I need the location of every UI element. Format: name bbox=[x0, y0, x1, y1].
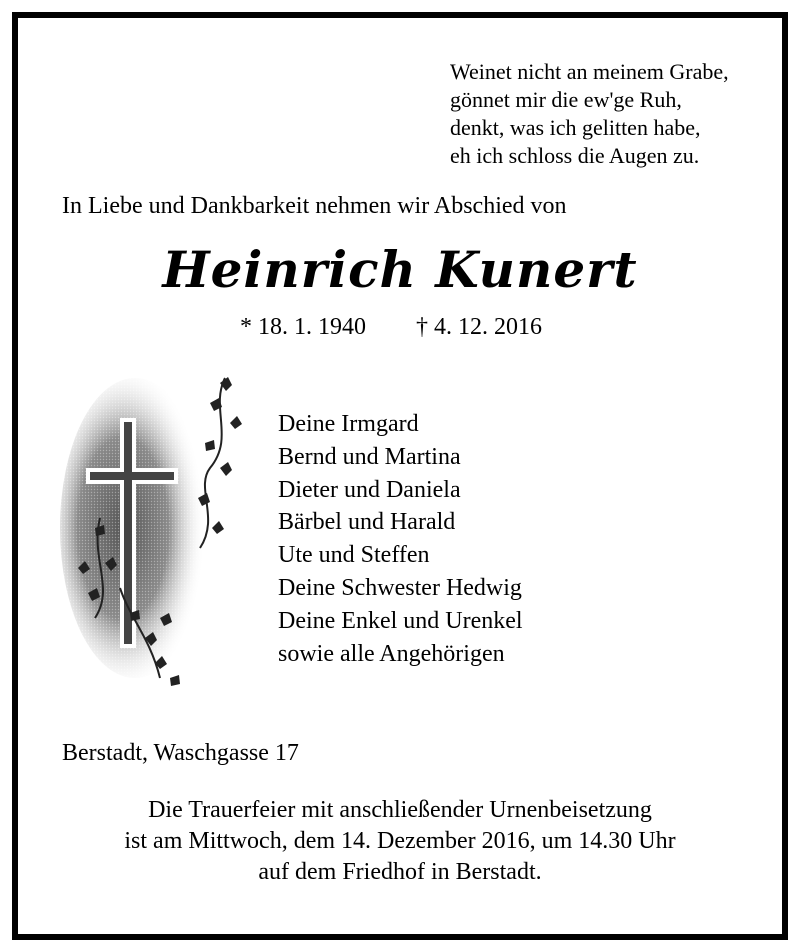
poem-line: denkt, was ich gelitten habe, bbox=[450, 115, 701, 140]
mourner-line: Bärbel und Harald bbox=[278, 509, 456, 536]
poem-line: eh ich schloss die Augen zu. bbox=[450, 143, 700, 168]
mourner-line: Bernd und Martina bbox=[278, 443, 461, 470]
birth-date: * 18. 1. 1940 bbox=[240, 314, 366, 340]
mourner-line: Deine Irmgard bbox=[278, 411, 419, 437]
poem bbox=[450, 58, 729, 170]
funeral-service-info bbox=[0, 795, 800, 888]
life-dates bbox=[240, 314, 542, 341]
intro-text: In Liebe und Dankbarkeit nehmen wir Abschied von bbox=[62, 193, 567, 219]
mourner-line: Deine Enkel und Urenkel bbox=[278, 607, 523, 634]
service-line: Die Trauerfeier mit anschließender Urnenbeisetzung bbox=[148, 797, 652, 823]
poem-line: gönnet mir die ew'ge Ruh, bbox=[450, 87, 682, 112]
service-line: auf dem Friedhof in Berstadt. bbox=[258, 859, 542, 885]
mourner-line: Ute und Steffen bbox=[278, 542, 430, 569]
mourner-line: sowie alle Angehörigen bbox=[278, 640, 505, 667]
address: Berstadt, Waschgasse 17 bbox=[62, 740, 299, 766]
mourners-list bbox=[278, 408, 523, 670]
service-line: ist am Mittwoch, dem 14. Dezember 2016, um 14.30 Uhr bbox=[124, 828, 676, 854]
death-date: † 4. 12. 2016 bbox=[416, 314, 542, 340]
mourner-line: Deine Schwester Hedwig bbox=[278, 574, 522, 601]
cross-with-ivy-image bbox=[60, 368, 250, 698]
mourner-line: Dieter und Daniela bbox=[278, 476, 461, 503]
deceased-name: Heinrich Kunert bbox=[162, 240, 638, 299]
poem-line: Weinet nicht an meinem Grabe, bbox=[450, 59, 729, 84]
